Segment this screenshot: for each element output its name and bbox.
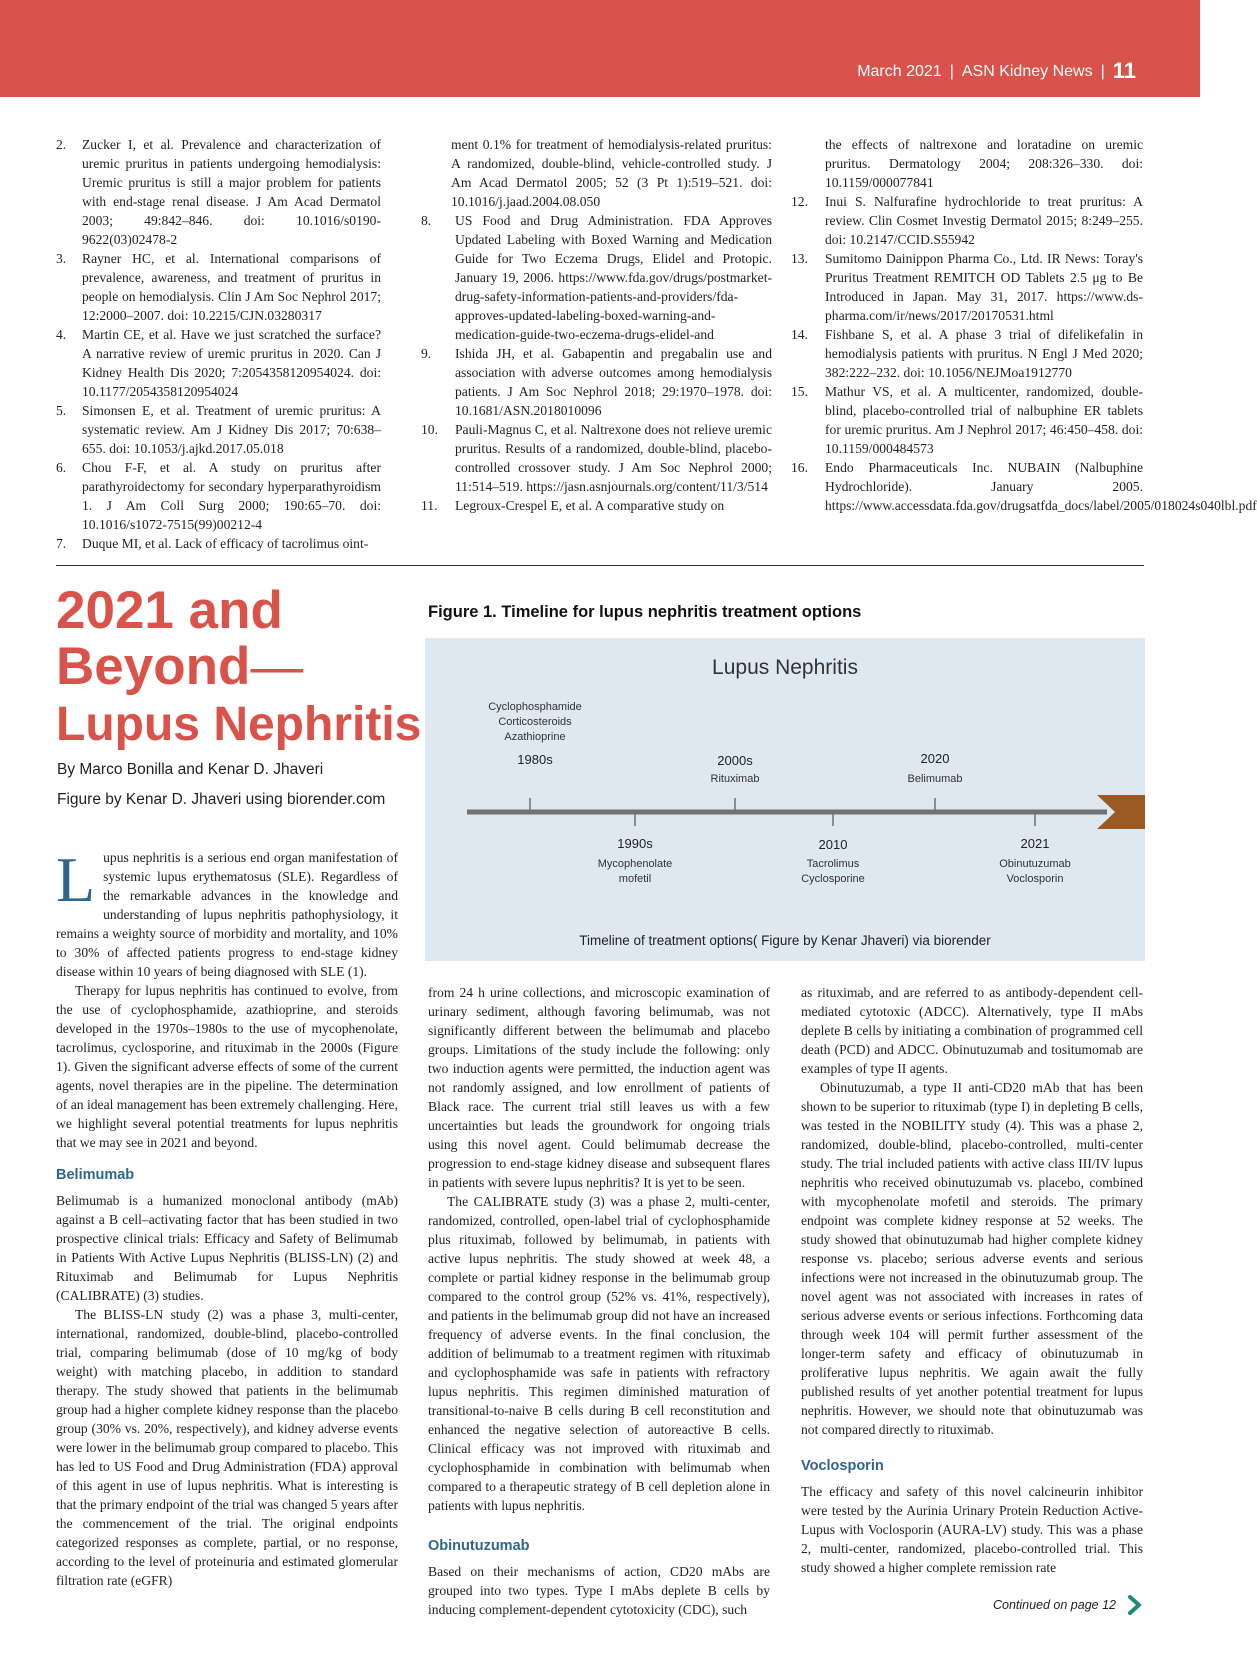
reference-continuation (795, 135, 1143, 192)
section-divider (56, 565, 1144, 566)
drug-label: Voclosporin (1006, 873, 1064, 885)
reference-number: 13. (791, 251, 808, 266)
reference-number: 7. (56, 536, 67, 551)
title-line-3: Lupus Nephritis (56, 698, 422, 751)
reference-text: Ishida JH, et al. Gabapentin and pregabalin use and association with adverse outcomes among hemodialysis patients. J Am Soc Nephrol 2018; 29:1970–1978. doi: 10.1681/ASN.2018010096 (455, 346, 772, 418)
reference-number: 4. (56, 327, 67, 342)
body-paragraph: The efficacy and safety of this novel calcineurin inhibitor were tested by the Aurinia Urinary Protein Reduction Active-Lupus with Voclosporin (AURA-LV) study. This was a phase 2, multi-center, randomized, placebo-controlled trial. This study showed a higher complete remission rate (801, 1484, 1143, 1575)
timeline-drugs-2021 (975, 857, 1095, 887)
reference-text: the effects of naltrexone and loratadine on uremic pruritus. Dermatology 2004; 208:326–330. doi: 10.1159/000077841 (825, 137, 1143, 190)
reference-number: 6. (56, 460, 67, 475)
timeline-drugs-2010 (773, 857, 893, 887)
body-paragraph: Belimumab is a humanized monoclonal antibody (mAb) against a B cell–activating factor that has been studied in two prospective clinical trials: Efficacy and Safety of Belimumab in Patients With Active Lupus Nephritis (BLISS-LN) (2) and Rituximab and Belimumab for Lupus Nephritis (CALIBRATE) (3) studies. (56, 1193, 398, 1303)
title-dash: — (250, 637, 304, 696)
drug-label: Cyclosporine (801, 873, 865, 885)
reference-item (791, 249, 1143, 325)
reference-text: Inui S. Nalfurafine hydrochloride to treat pruritus: A review. Clin Cosmet Investig Dermatol 2015; 8:249–255. doi: 10.2147/CCID.S55942 (825, 194, 1143, 247)
reference-number: 2. (56, 137, 67, 152)
drop-cap: L (56, 844, 96, 915)
drug-label: Tacrolimus (806, 858, 860, 870)
reference-text: Mathur VS, et al. A multicenter, randomized, double-blind, placebo-controlled trial of nalbuphine ER tablets for uremic pruritus. Am J Nephrol 2017; 46:450–458. doi: 10.1159/000484573 (825, 384, 1143, 456)
references-column-1 (56, 135, 381, 553)
body-paragraph: Obinutuzumab, a type II anti-CD20 mAb that has been shown to be superior to rituximab (type I) in depleting B cells, was tested in the NOBILITY study (4). This was a phase 2, randomized, double-blind, placebo-controlled, multi-center study. The trial included patients with active class III/IV lupus nephritis who received obinutuzumab vs. placebo, combined with mycophenolate mofetil and steroids. The primary endpoint was complete kidney response at 52 weeks. The study showed that obinutuzumab had higher complete kidney response vs. placebo; serious adverse events and serious infections were not increased in the obinutuzumab group. The novel agent was not associated with increases in rates of serious adverse events or serious infections. Forthcoming data through week 104 will permit further assessment of the longer-term safety and efficacy of obinutuzumab in proliferative lupus nephritis. We again await the fully published results of yet another potential treatment for lupus nephritis. However, we should note that obinutuzumab was not compared directly to rituximab. (801, 1080, 1143, 1437)
continued-note: Continued on page 12 (992, 1598, 1116, 1612)
issue-date: March 2021 (857, 63, 942, 80)
reference-text: Endo Pharmaceuticals Inc. NUBAIN (Nalbuphine Hydrochloride). January 2005. https://www.accessdata.fda.gov/drugsatfda_docs/label/2005/018024s040lbl.pdf (825, 460, 1257, 513)
section-heading-belimumab: Belimumab (56, 1167, 135, 1183)
reference-item (56, 401, 381, 458)
reference-text: Zucker I, et al. Prevalence and characterization of uremic pruritus in patients undergoing hemodialysis: Uremic pruritus is still a major problem for patients with end-stage renal disease. J Am Acad Dermatol 2003; 49:842–846. doi: 10.1016/s0190-9622(03)02478-2 (82, 137, 381, 247)
reference-text: Rayner HC, et al. International comparisons of prevalence, awareness, and treatment of pruritus in people on hemodialysis. Clin J Am Soc Nephrol 2017; 12:2000–2007. doi: 10.2215/CJN.03280317 (82, 251, 381, 323)
reference-number: 15. (791, 384, 808, 399)
body-column-3 (801, 983, 1143, 1577)
section-heading-obinutuzumab: Obinutuzumab (428, 1538, 530, 1554)
title-line-1: 2021 and (56, 581, 283, 640)
reference-text: Sumitomo Dainippon Pharma Co., Ltd. IR News: Toray's Pruritus Treatment REMITCH OD Tablets 2.5 μg to Be Introduced in Japan. May 31, 2017. https://www.ds-pharma.com/ir/news/2017/20170531.html (825, 251, 1143, 323)
reference-text: Martin CE, et al. Have we just scratched the surface? A narrative review of uremic pruritus in 2020. Can J Kidney Health Dis 2020; 7:2054358120954024. doi: 10.1177/2054358120954024 (82, 327, 381, 399)
header-band (0, 0, 1200, 97)
reference-number: 5. (56, 403, 67, 418)
timeline-year-2000s: 2000s (717, 753, 753, 768)
header-separator: | (949, 63, 954, 80)
reference-text: Chou F-F, et al. A study on pruritus after parathyroidectomy for secondary hyperparathyroidism 1. J Am Coll Surg 2000; 190:65–70. doi: 10.1016/s1072-7515(99)00212-4 (82, 460, 381, 532)
reference-number: 14. (791, 327, 808, 342)
reference-continuation: ment 0.1% for treatment of hemodialysis-related pruritus: A randomized, double-blind, vehicle-controlled study. J Am Acad Dermatol 2005; 52 (3 Pt 1):519–521. doi: 10.1016/j.jaad.2004.08.050 (451, 137, 772, 209)
references-column-2 (421, 135, 772, 515)
body-column-1 (56, 844, 398, 1590)
timeline-drugs-2000s (685, 772, 785, 787)
reference-number: 12. (791, 194, 808, 209)
drug-label: Obinutuzumab (999, 858, 1071, 870)
reference-item (421, 496, 772, 515)
intro-paragraph (56, 844, 398, 981)
reference-text: Legroux-Crespel E, et al. A comparative study on (455, 498, 725, 513)
reference-item (421, 420, 772, 496)
drug-label: Azathioprine (504, 731, 566, 743)
references-column-3 (791, 135, 1257, 515)
figure-footer-caption: Timeline of treatment options( Figure by Kenar Jhaveri) via biorender (579, 933, 991, 948)
timeline-year-2010: 2010 (818, 837, 848, 852)
timeline-year-2020: 2020 (920, 751, 950, 766)
timeline-drugs-2020 (885, 772, 985, 787)
reference-item (56, 249, 381, 325)
timeline-year-2021: 2021 (1020, 836, 1050, 851)
timeline-drugs-1990s (575, 857, 695, 887)
header-separator-2: | (1100, 63, 1105, 80)
reference-item (791, 192, 1143, 249)
reference-text: US Food and Drug Administration. FDA Approves Updated Labeling with Boxed Warning and Medication Guide for Two Eczema Drugs, Elidel and Protopic. January 19, 2006. https://www.fda.gov/drugs/postmarket-drug-safety-information-patients-and-providers/fda-approves-updated-labeling-boxed-warning-and-medication-guide-two-eczema-drugs-elidel-and (455, 213, 772, 342)
drug-label: Belimumab (907, 773, 963, 785)
reference-text: Pauli-Magnus C, et al. Naltrexone does not relieve uremic pruritus. Results of a randomized, double-blind, placebo-controlled crossover study. J Am Soc Nephrol 2000; 11:514–519. https://jasn.asnjournals.org/content/11/3/514 (455, 422, 772, 494)
reference-number: 8. (421, 213, 432, 228)
timeline-axis (425, 638, 1145, 961)
reference-item (791, 382, 1143, 458)
body-paragraph: The BLISS-LN study (2) was a phase 3, multi-center, international, randomized, double-blind, placebo-controlled trial, comparing belimumab (dose of 10 mg/kg of body weight) with matching placebo, in addition to standard therapy. The study showed that patients in the belimumab group had a higher complete kidney response than the placebo group (30% vs. 20%, respectively), and kidney adverse events were lower in the belimumab group compared to placebo. This has led to US Food and Drug Administration (FDA) approval of this agent in use of lupus nephritis. What is interesting is that the primary endpoint of the trial was changed 5 years after the commencement of the trial. The original endpoints categorized responses as complete, partial, or no response, according to the level of proteinuria and estimated glomerular filtration rate (eGFR) (56, 1307, 398, 1588)
drug-label: Cyclophosphamide (488, 701, 582, 713)
body-paragraph: Therapy for lupus nephritis has continued to evolve, from the use of cyclophosphamide, azathioprine, and steroids developed in the 1970s–1980s to the use of mycophenolate, tacrolimus, cyclosporine, and rituximab in the 2000s (Figure 1). Given the significant adverse effects of some of the current agents, novel therapies are in the pipeline. The determination of an ideal management has been extremely challenging. Here, we highlight several potential treatments for lupus nephritis that we may see in 2021 and beyond. (56, 983, 398, 1150)
figure-credit: Figure by Kenar D. Jhaveri using biorender.com (57, 791, 386, 808)
body-column-2 (428, 983, 770, 1619)
reference-text: Duque MI, et al. Lack of efficacy of tacrolimus oint- (82, 536, 369, 551)
reference-item (56, 534, 381, 553)
title-line-2-text: Beyond (56, 637, 251, 696)
title-line-2 (56, 639, 421, 695)
body-paragraph: The CALIBRATE study (3) was a phase 2, multi-center, randomized, controlled, open-label trial of cyclophosphamide plus rituximab, followed by belimumab, in patients with active lupus nephritis. The study showed at week 48, a complete or partial kidney response in the belimumab group compared to the control group (52% vs. 41%, respectively), and patients in the belimumab group did not have an increased frequency of adverse events. In the final conclusion, the addition of belimumab to a treatment regimen with rituximab and cyclophosphamide was safe in patients with refractory lupus nephritis. This regimen diminished maturation of transitional-to-naive B cells during B cell reconstitution and enhanced the negative selection of autoreactive B cells. Clinical efficacy was not improved with rituximab and cyclophosphamide in combination with belimumab when compared to a therapeutic strategy of B cell depletion alone in patients with lupus nephritis. (428, 1194, 770, 1513)
reference-item (421, 344, 772, 420)
intro-text: upus nephritis is a serious end organ manifestation of systemic lupus erythematosus (SLE). Regardless of the remarkable advances in the knowledge and understanding of lupus nephritis pathophysiology, it remains a weighty source of morbidity and mortality, and 10% to 30% of affected patients progress to end-stage kidney disease within 10 years of being diagnosed with SLE (1). (56, 850, 398, 979)
reference-number: 10. (421, 422, 438, 437)
reference-number: 9. (421, 346, 432, 361)
timeline-year-1990s: 1990s (617, 836, 653, 851)
reference-item (791, 458, 1257, 515)
reference-text: Fishbane S, et al. A phase 3 trial of difelikefalin in hemodialysis patients with pruritus. N Engl J Med 2020; 382:222–232. doi: 10.1056/NEJMoa1912770 (825, 327, 1143, 380)
reference-text: Simonsen E, et al. Treatment of uremic pruritus: A systematic review. Am J Kidney Dis 2017; 70:638–655. doi: 10.1053/j.ajkd.2017.05.018 (82, 403, 381, 456)
reference-item (421, 211, 772, 344)
reference-item (56, 325, 381, 401)
timeline-year-1980s: 1980s (517, 752, 553, 767)
drug-label: Corticosteroids (498, 716, 572, 728)
reference-number: 11. (421, 498, 438, 513)
reference-item (56, 458, 381, 534)
page-number: 11 (1112, 58, 1136, 83)
publication-name: ASN Kidney News (961, 63, 1093, 80)
chevron-right-icon (1126, 1594, 1144, 1616)
reference-number: 3. (56, 251, 67, 266)
timeline-drugs-1980s (480, 700, 590, 745)
running-header (857, 56, 1136, 82)
reference-item (791, 325, 1143, 382)
drug-label: Mycophenolate (597, 858, 673, 870)
section-heading-voclosporin: Voclosporin (801, 1458, 884, 1474)
reference-item (56, 135, 381, 249)
article-title (56, 583, 421, 755)
figure-title: Lupus Nephritis (712, 656, 858, 679)
figure-caption: Figure 1. Timeline for lupus nephritis treatment options (428, 603, 862, 621)
byline: By Marco Bonilla and Kenar D. Jhaveri (57, 761, 324, 778)
timeline-figure (425, 638, 1145, 961)
reference-number: 16. (791, 460, 808, 475)
body-paragraph: as rituximab, and are referred to as antibody-dependent cell-mediated cytotoxic (ADCC). Alternatively, type II mAbs deplete B cells by initiating a combination of programmed cell death (PCD) and ADCC. Obinutuzumab and tositumomab are examples of type II agents. (801, 985, 1143, 1076)
body-paragraph: Based on their mechanisms of action, CD20 mAbs are grouped into two types. Type I mAbs deplete B cells by inducing complement-dependent cytotoxicity (CDC), such (428, 1564, 770, 1617)
drug-label: Rituximab (710, 773, 760, 785)
drug-label: mofetil (618, 873, 652, 885)
body-paragraph: from 24 h urine collections, and microscopic examination of urinary sediment, although favoring belimumab, was not significantly different between the belimumab and placebo groups. Limitations of the study include the following: only two induction agents were permitted, the induction agent was not randomly assigned, and low enrollment of patients of Black race. The current trial still leaves us with a few uncertainties but leads the groundwork for ongoing trials using this novel agent. Could belimumab decrease the progression to end-stage kidney disease and subsequent flares in patients with severe lupus nephritis? It is yet to be seen. (428, 985, 770, 1190)
